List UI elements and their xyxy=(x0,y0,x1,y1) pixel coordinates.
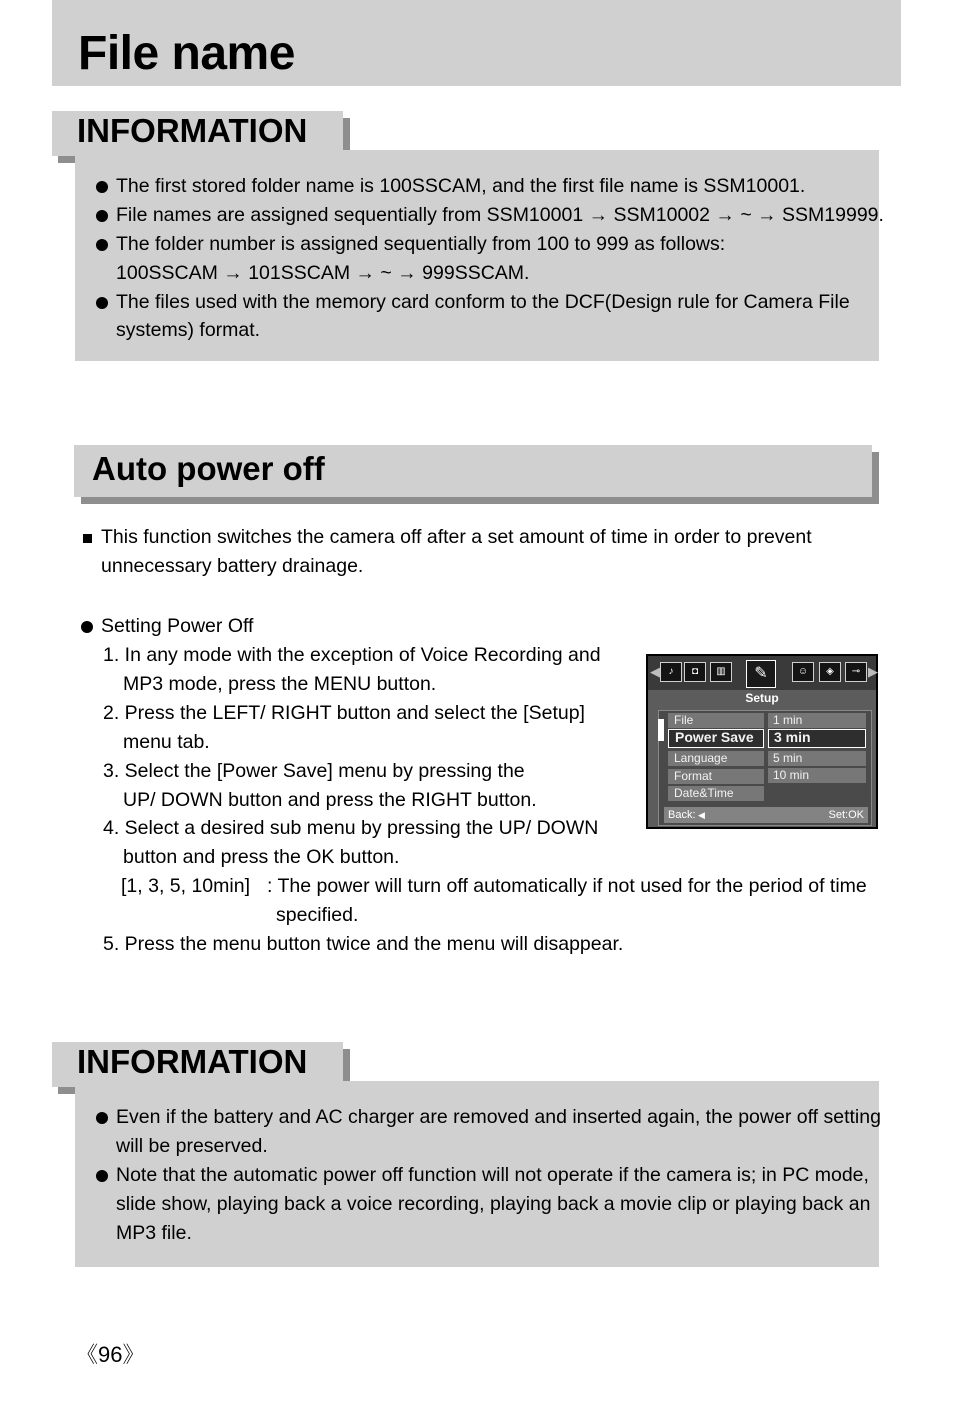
square-bullet-icon xyxy=(83,534,92,543)
info-heading: INFORMATION xyxy=(77,1043,308,1080)
mode-icon: ▥ xyxy=(710,662,732,682)
bullet-icon xyxy=(96,1170,108,1182)
bullet-icon xyxy=(96,210,108,222)
step-text: 3. Select the [Power Save] menu by pressing the xyxy=(103,760,525,782)
info-text: The files used with the memory card conform to the DCF(Design rule for Camera File xyxy=(116,291,850,313)
page-number: 《96》 xyxy=(76,1342,145,1367)
camera-tab-label: Setup xyxy=(745,691,779,705)
info-text: The folder number is assigned sequentially from 100 to 999 as follows: xyxy=(116,233,726,255)
voice-memo-icon: ◘ xyxy=(684,662,706,682)
camera-menu-item: Format xyxy=(668,769,764,784)
step-text: 1. In any mode with the exception of Voice Recording and xyxy=(103,644,601,666)
camera-footer xyxy=(664,807,868,823)
info-heading: INFORMATION xyxy=(77,112,308,149)
key-icon: ⊸ xyxy=(845,662,867,682)
option-desc: : The power will turn off automatically if not used for the period of time xyxy=(267,875,867,897)
camera-option: 10 min xyxy=(768,768,866,783)
camera-menu-item: Date&Time xyxy=(668,786,764,801)
info-text: The first stored folder name is 100SSCAM, and the first file name is SSM10001. xyxy=(116,175,806,197)
camera-screen xyxy=(646,654,878,829)
info-text: Note that the automatic power off function will not operate if the camera is; in PC mode, xyxy=(116,1164,869,1186)
camera-back-label: Back: xyxy=(668,809,696,821)
option-label: [1, 3, 5, 10min] xyxy=(121,875,250,897)
right-arrow-icon: ▶ xyxy=(868,664,878,679)
camera-menu-item: File xyxy=(668,713,764,728)
bullet-icon xyxy=(96,239,108,251)
settings-icon: ◈ xyxy=(819,662,841,682)
step-text: UP/ DOWN button and press the RIGHT button. xyxy=(123,789,537,811)
person-icon: ☺ xyxy=(792,662,814,682)
info-text: MP3 file. xyxy=(116,1222,192,1244)
camera-menu-item: Language xyxy=(668,751,764,766)
bullet-icon xyxy=(96,297,108,309)
info-text: will be preserved. xyxy=(116,1135,268,1157)
info-text: File names are assigned sequentially from SSM10001 → SSM10002 → ~ → SSM19999. xyxy=(116,204,884,226)
setup-wrench-icon: ✎ xyxy=(746,660,776,688)
intro-text: unnecessary battery drainage. xyxy=(101,555,364,577)
intro-text: This function switches the camera off after a set amount of time in order to prevent xyxy=(101,526,812,548)
back-arrow-icon: ◀ xyxy=(698,810,705,820)
step-text: 4. Select a desired sub menu by pressing the UP/ DOWN xyxy=(103,817,599,839)
step-text: button and press the OK button. xyxy=(123,846,400,868)
camera-set-label: Set:OK xyxy=(828,809,864,821)
info-text: systems) format. xyxy=(116,319,261,341)
bullet-icon xyxy=(96,181,108,193)
info-text: slide show, playing back a voice recording, playing back a movie clip or playing back an xyxy=(116,1193,871,1215)
setting-label: Setting Power Off xyxy=(101,615,254,637)
step-text: 2. Press the LEFT/ RIGHT button and select the [Setup] xyxy=(103,702,585,724)
info-text: Even if the battery and AC charger are removed and inserted again, the power off setting xyxy=(116,1106,881,1128)
camera-screen-inner xyxy=(648,656,876,827)
sound-icon: ♪ xyxy=(660,662,682,682)
camera-menu-item-selected: Power Save xyxy=(668,729,764,748)
camera-option: 5 min xyxy=(768,751,866,766)
section-title: Auto power off xyxy=(92,450,325,487)
bullet-icon xyxy=(81,621,93,633)
left-arrow-icon: ◀ xyxy=(650,664,660,679)
step-text: 5. Press the menu button twice and the menu will disappear. xyxy=(103,933,624,955)
page-title: File name xyxy=(78,27,295,80)
option-desc: specified. xyxy=(276,904,359,926)
camera-option: 1 min xyxy=(768,713,866,728)
step-text: MP3 mode, press the MENU button. xyxy=(123,673,437,695)
camera-option-selected: 3 min xyxy=(768,729,866,748)
info-text: 100SSCAM → 101SSCAM → ~ → 999SSCAM. xyxy=(116,262,530,284)
step-text: menu tab. xyxy=(123,731,210,753)
camera-scrollbar xyxy=(658,719,664,741)
bullet-icon xyxy=(96,1112,108,1124)
